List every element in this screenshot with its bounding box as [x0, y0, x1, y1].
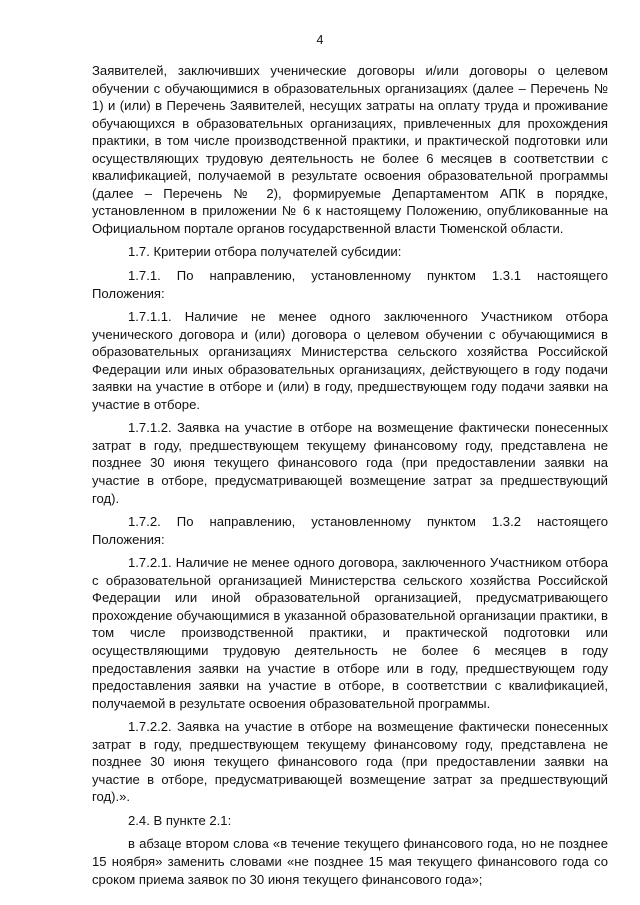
paragraph-1-7-1: 1.7.1. По направлению, установленному пунктом 1.3.1 настоящего Положения: [92, 268, 608, 301]
paragraph-1-7-2-2: 1.7.2.2. Заявка на участие в отборе на возмещение фактически понесенных затрат в году, предшествующем текущему финансовому году, представлена не позднее 30 июня текущего финансового года (при предоставлении заявки на участие в отборе, предусматривающей возмещение затрат за предшествующий год).». [92, 719, 608, 805]
paragraph-1-7-2-1: 1.7.2.1. Наличие не менее одного договора, заключенного Участником отбора с образовательной организацией Министерства сельского хозяйства Российской Федерации или иной образовательной организацией, предусматривающего прохождение обучающимися в указанной образовательной организации практики, в том числе производственной практики, и практической подготовки или осуществляющими трудовую деятельность не более 6 месяцев в году предоставления заявки на участие в отборе или в году, предшествующем году предоставления заявки на участие в отборе, в соответствии с квалификацией, получаемой в результате освоения образовательной программы. [92, 555, 608, 711]
document-body [92, 62, 608, 888]
paragraph-amendment: в абзаце втором слова «в течение текущего финансового года, но не позднее 15 ноября» заменить словами «не позднее 15 мая текущего финансового года со сроком приема заявок по 30 июня текущего финансового года»; [92, 836, 608, 887]
paragraph-1-7-1-2: 1.7.1.2. Заявка на участие в отборе на возмещение фактически понесенных затрат в году, предшествующем текущему финансовому году, представлена не позднее 30 июня текущего финансового года (при предоставлении заявки на участие в отборе, предусматривающей возмещение затрат за предшествующий год). [92, 420, 608, 506]
paragraph-list-definitions: Заявителей, заключивших ученические договоры и/или договоры о целевом обучении с обучающимися в образовательных организациях (далее – Перечень № 1) и (или) в Перечень Заявителей, несущих затраты на оплату труда и проживание обучающихся в образовательных организациях, привлеченных для прохождения практики, в том числе производственной практики, и практической подготовки или осуществляющих трудовую деятельность не более 6 месяцев в соответствии с квалификацией, получаемой в результате освоения образовательной программы (далее – Перечень № 2), формируемые Департаментом АПК в порядке, установленном в приложении № 6 к настоящему Положению, опубликованные на Официальном портале органов государственной власти Тюменской области. [92, 63, 608, 236]
paragraph-1-7-1-1: 1.7.1.1. Наличие не менее одного заключенного Участником отбора ученического договора и (или) договора о целевом обучении с обучающимися в образовательных организациях Министерства сельского хозяйства Российской Федерации или иных образовательных организациях, действующего в году подачи заявки на участие в отборе и (или) в году, предшествующем году подачи заявки на участие в отборе. [92, 309, 608, 412]
page-number: 4 [316, 33, 324, 47]
paragraph-1-7-2: 1.7.2. По направлению, установленному пунктом 1.3.2 настоящего Положения: [92, 514, 608, 547]
paragraph-1-7: 1.7. Критерии отбора получателей субсидии: [128, 244, 402, 260]
paragraph-2-4: 2.4. В пункте 2.1: [128, 812, 232, 828]
